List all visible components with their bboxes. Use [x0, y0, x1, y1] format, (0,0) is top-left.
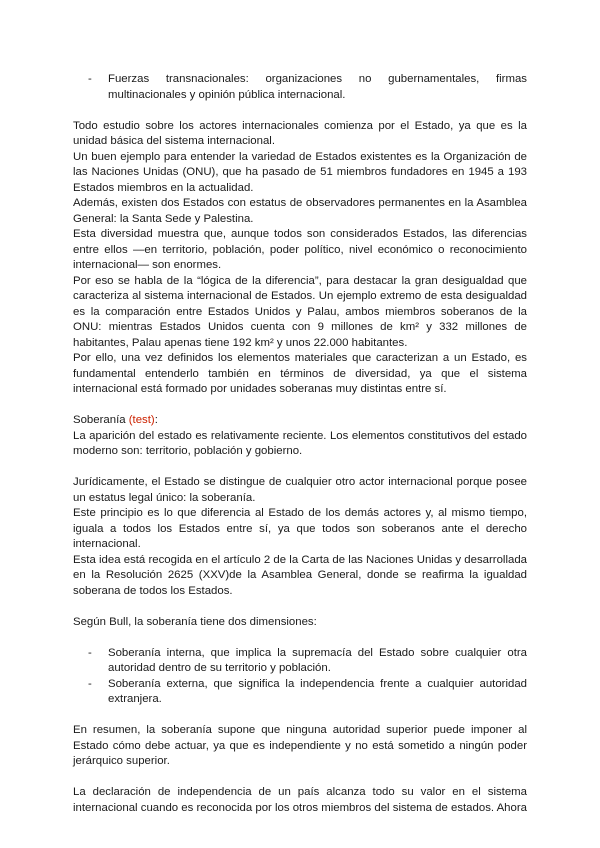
bullet-text: Soberanía externa, que significa la independencia frente a cualquier autoridad extranjera.: [108, 677, 527, 705]
paragraph: Todo estudio sobre los actores internacionales comienza por el Estado, ya que es la unidad básica del sistema internacional.: [73, 119, 527, 147]
document-page: [73, 72, 527, 816]
paragraph: Jurídicamente, el Estado se distingue de cualquier otro actor internacional porque posee un estatus legal único: la soberanía.: [73, 476, 527, 504]
list-item-soberania-externa: [73, 677, 527, 708]
paragraph: Según Bull, la soberanía tiene dos dimensiones:: [73, 615, 317, 628]
paragraph: En resumen, la soberanía supone que ninguna autoridad superior puede imponer al Estado cómo debe actuar, ya que es independiente y no está sometido a ningún poder jerárquico superior.: [73, 724, 527, 767]
list-item-fuerzas-transnacionales: [73, 72, 527, 103]
list-item-soberania-interna: [73, 646, 527, 677]
paragraph: Por eso se habla de la “lógica de la diferencia”, para destacar la gran desigualdad que caracteriza al sistema internacional de Estados. Un ejemplo extremo de esta desigualdad es la comparación entre Estados Unidos y Palau, ambos miembros soberanos de la ONU: mientras Estados Unidos cuenta con 9 millones de km² y 332 millones de habitantes, Palau apenas tiene 192 km² y unos 22.000 habitantes.: [73, 274, 527, 349]
paragraph: Un buen ejemplo para entender la variedad de Estados existentes es la Organización de las Naciones Unidas (ONU), que ha pasado de 51 miembros fundadores en 1945 a 193 Estados miembros en la actualidad.: [73, 150, 527, 194]
paragraph: Además, existen dos Estados con estatus de observadores permanentes en la Asamblea General: la Santa Sede y Palestina.: [73, 197, 527, 225]
bullet-dash: -: [88, 646, 92, 659]
bullet-text: Fuerzas transnacionales: organizaciones no gubernamentales, firmas multinacionales y opinión pública internacional.: [108, 73, 527, 101]
paragraph: Esta diversidad muestra que, aunque todos son considerados Estados, las diferencias entre ellos —en territorio, población, poder político, nivel económico o reconocimiento internacional— son enormes.: [73, 228, 527, 271]
paragraph: Este principio es lo que diferencia al Estado de los demás actores y, al mismo tiempo, iguala a todos los Estados entre sí, ya que todos son soberanos ante el derecho internacional.: [73, 507, 527, 550]
paragraph: La declaración de independencia de un país alcanza todo su valor en el sistema internacional cuando es reconocida por los otros miembros del sistema de estados. Ahora: [73, 786, 527, 814]
bullet-text: Soberanía interna, que implica la supremacía del Estado sobre cualquier otra autoridad dentro de su territorio y población.: [108, 646, 527, 674]
paragraph: Esta idea está recogida en el artículo 2 de la Carta de las Naciones Unidas y desarrollada en la Resolución 2625 (XXV)de la Asamblea General, donde se reafirma la igualdad soberana de todos los Estados.: [73, 553, 527, 597]
bullet-dash: -: [88, 677, 92, 690]
bullet-dash: -: [88, 73, 92, 85]
test-tag: (test): [128, 414, 155, 426]
paragraph: Por ello, una vez definidos los elementos materiales que caracterizan a un Estado, es fundamental entenderlo también en términos de diversidad, ya que el sistema internacional está formado por unidades soberanas muy distintas entre sí.: [73, 352, 527, 395]
paragraph: La aparición del estado es relativamente reciente. Los elementos constitutivos del estado moderno son: territorio, población y gobierno.: [73, 429, 527, 457]
section-heading-soberania: Soberanía (test):: [73, 414, 158, 426]
heading-text: Soberanía: [73, 414, 126, 426]
